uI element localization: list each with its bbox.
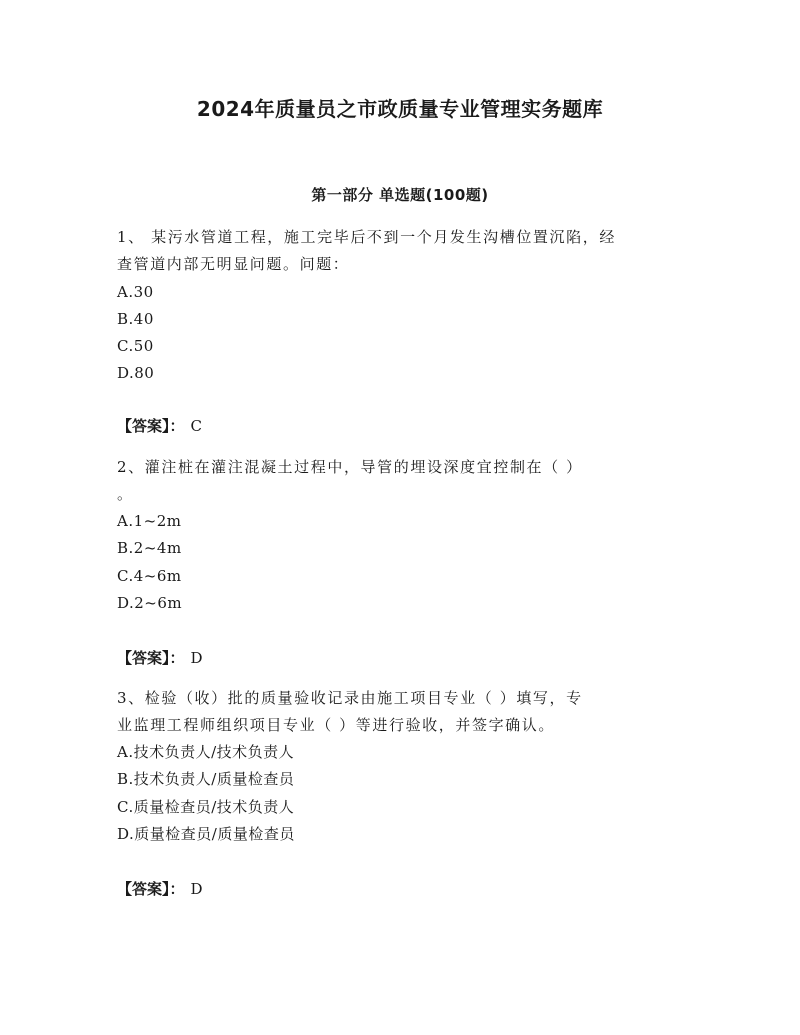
answer-label: 【答案】： xyxy=(117,649,185,667)
question-3-option-d: D.质量检查员/质量检查员 xyxy=(117,825,295,843)
question-2-option-c: C.4~6m xyxy=(117,567,182,585)
question-1-option-b: B.40 xyxy=(117,310,154,328)
question-3-option-a: A.技术负责人/技术负责人 xyxy=(117,743,295,761)
question-1-option-c: C.50 xyxy=(117,337,154,355)
answer-label: 【答案】： xyxy=(117,880,185,898)
question-3-answer xyxy=(117,879,203,899)
answer-value: D xyxy=(190,649,203,667)
question-3-option-c: C.质量检查员/技术负责人 xyxy=(117,798,295,816)
question-1-option-d: D.80 xyxy=(117,364,155,382)
question-1-stem-line-1: 1、 某污水管道工程，施工完毕后不到一个月发生沟槽位置沉陷，经 xyxy=(117,228,616,246)
question-2-answer xyxy=(117,648,203,668)
question-3-stem-line-2: 业监理工程师组织项目专业（ ）等进行验收，并签字确认。 xyxy=(117,716,555,734)
question-2-stem-line-2: 。 xyxy=(117,485,134,503)
answer-value: C xyxy=(190,417,202,435)
question-2-option-b: B.2~4m xyxy=(117,539,182,557)
question-2-stem-line-1: 2、灌注桩在灌注混凝土过程中，导管的埋设深度宜控制在（ ） xyxy=(117,458,583,476)
question-3-stem-line-1: 3、检验（收）批的质量验收记录由施工项目专业（ ）填写，专 xyxy=(117,689,583,707)
question-3-option-b: B.技术负责人/质量检查员 xyxy=(117,770,295,788)
question-1-answer xyxy=(117,416,202,436)
document-title: 2024年质量员之市政质量专业管理实务题库 xyxy=(196,97,604,121)
question-1-option-a: A.30 xyxy=(117,283,154,301)
answer-label: 【答案】： xyxy=(117,417,185,435)
section-heading: 第一部分 单选题(100题) xyxy=(311,186,489,204)
answer-value: D xyxy=(190,880,203,898)
question-2-option-d: D.2~6m xyxy=(117,594,183,612)
question-2-option-a: A.1~2m xyxy=(117,512,182,530)
question-1-stem-line-2: 查管道内部无明显问题。问题： xyxy=(117,255,350,273)
